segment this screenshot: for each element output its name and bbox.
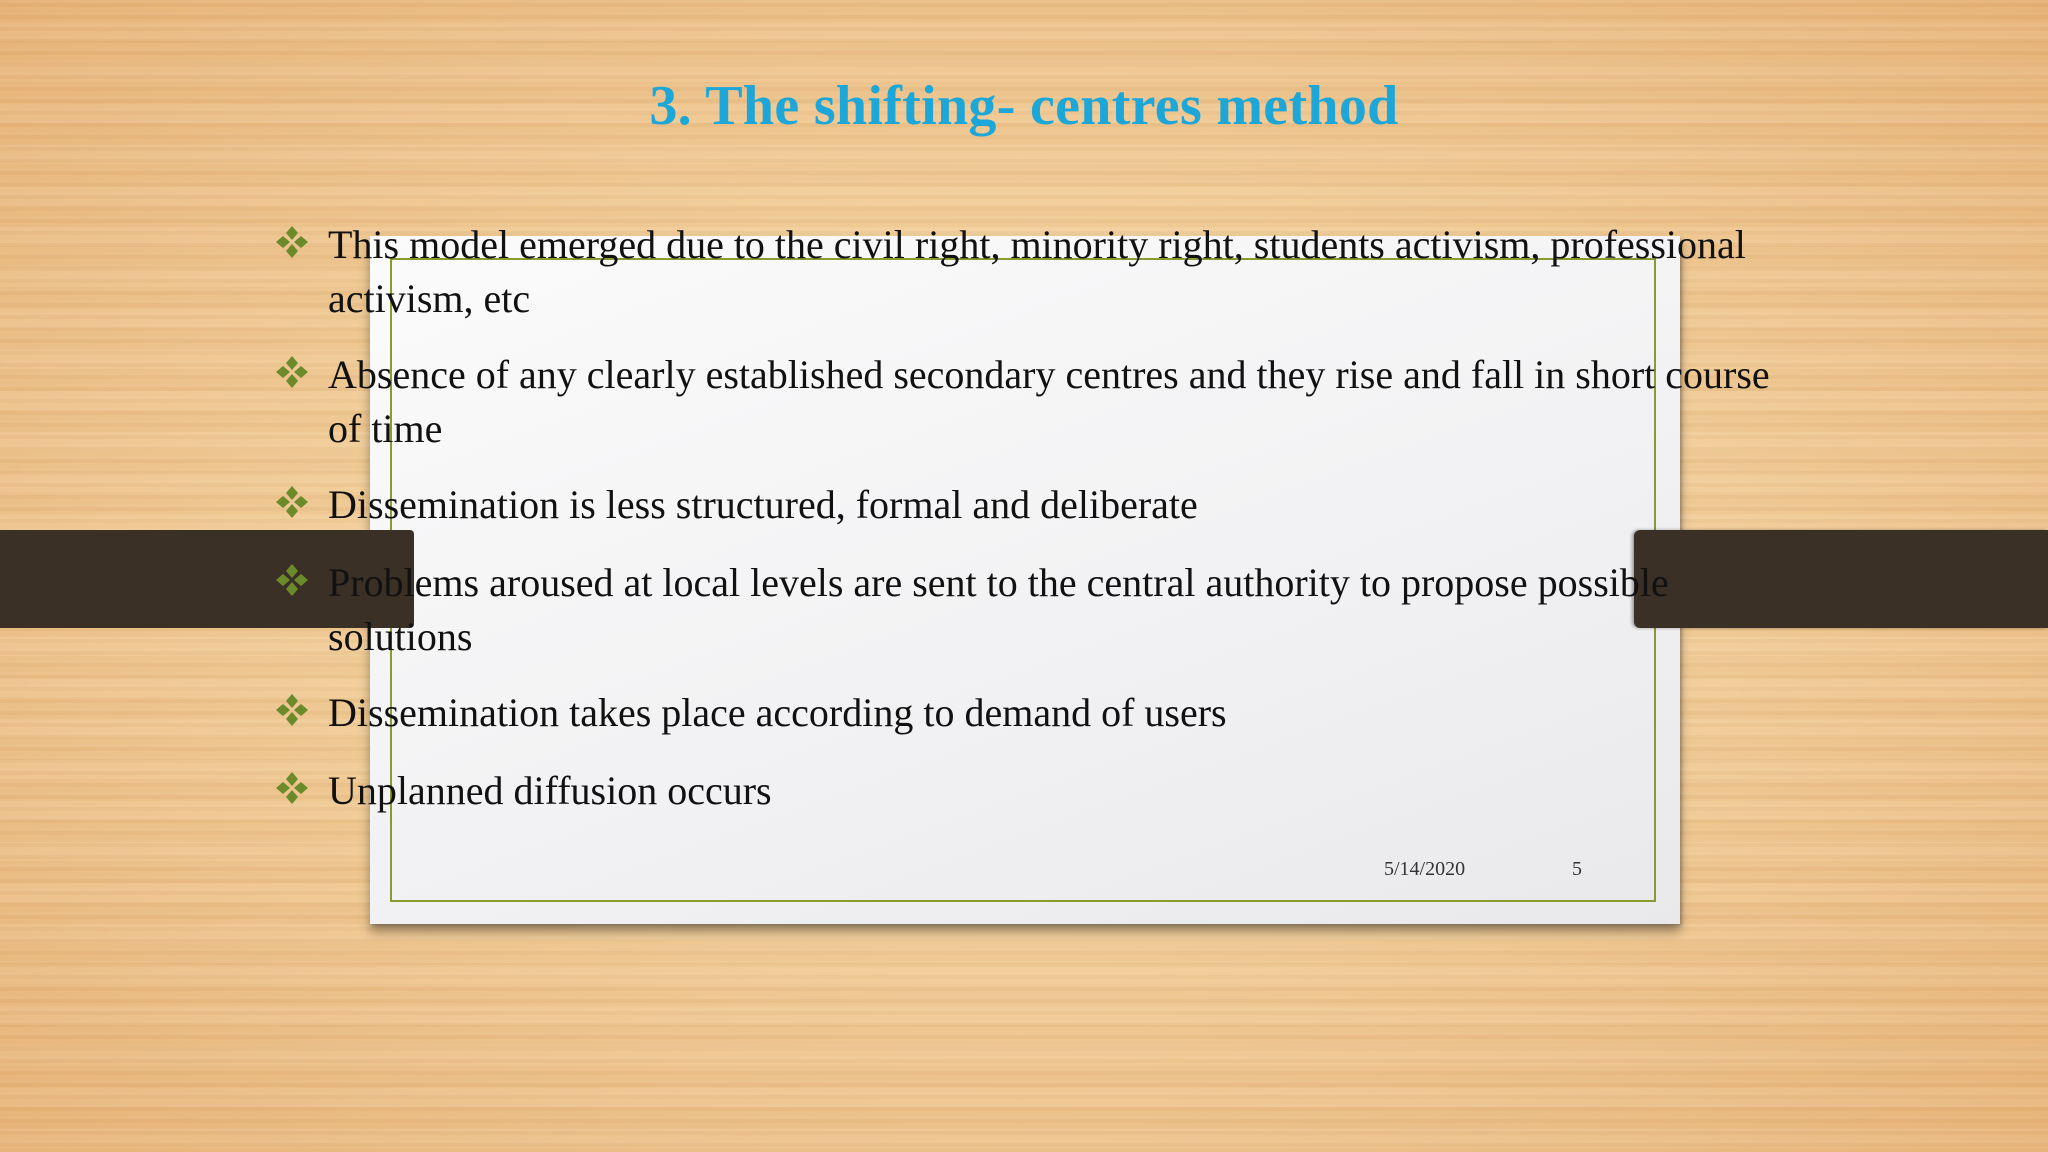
bullet-text: Absence of any clearly established secondary centres and they rise and fall in short course of time	[328, 352, 1770, 451]
bullet-text: Dissemination is less structured, formal and deliberate	[328, 482, 1198, 527]
bullet-item	[270, 686, 1810, 740]
bullet-text: This model emerged due to the civil right, minority right, students activism, professional activism, etc	[328, 222, 1746, 321]
bullet-list	[270, 218, 1810, 818]
four-diamond-bullet-icon	[274, 224, 310, 260]
bullet-item	[270, 348, 1810, 456]
four-diamond-bullet-icon	[274, 354, 310, 390]
four-diamond-bullet-icon	[274, 484, 310, 520]
slide-number: 5	[1572, 858, 1582, 880]
bullet-text: Problems aroused at local levels are sent to the central authority to propose possible solutions	[328, 560, 1669, 659]
bullet-item	[270, 218, 1810, 326]
bullet-text: Unplanned diffusion occurs	[328, 768, 772, 813]
slide-title: 3. The shifting- centres method	[649, 75, 1399, 137]
four-diamond-bullet-icon	[274, 692, 310, 728]
bullet-item	[270, 764, 1810, 818]
four-diamond-bullet-icon	[274, 562, 310, 598]
bullet-text: Dissemination takes place according to demand of users	[328, 690, 1227, 735]
four-diamond-bullet-icon	[274, 770, 310, 806]
bullet-item	[270, 556, 1810, 664]
footer-date: 5/14/2020	[1384, 858, 1466, 880]
bullet-item	[270, 478, 1810, 532]
